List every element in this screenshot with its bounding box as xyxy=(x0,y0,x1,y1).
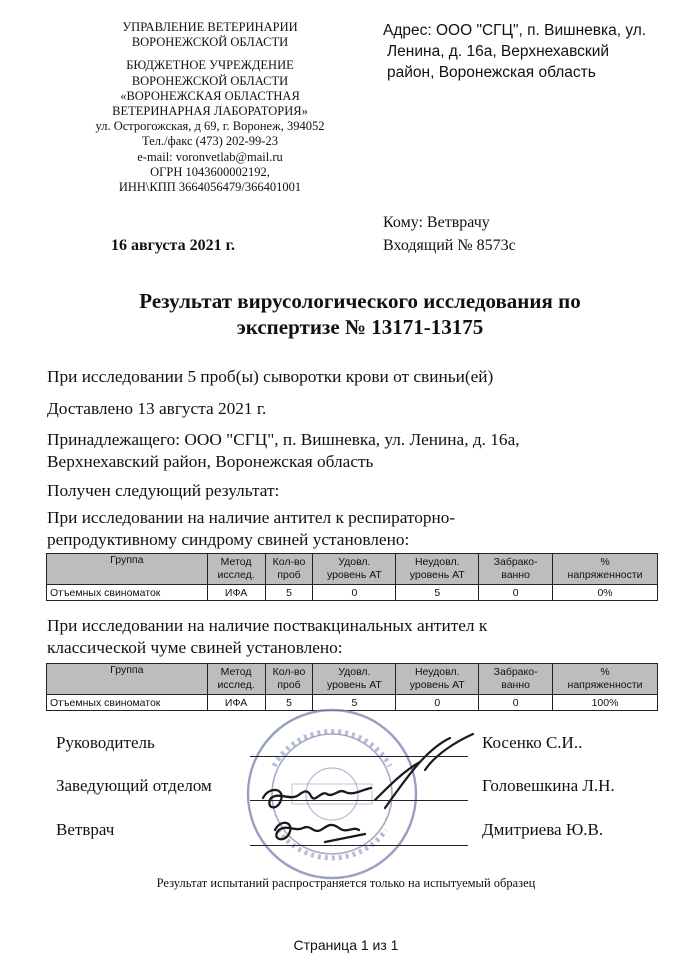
header-count: Кол-во проб xyxy=(265,554,313,585)
header-method: Метод исслед. xyxy=(207,664,265,695)
table-header-row xyxy=(47,664,658,695)
org-line-4: ВЕТЕРИНАРНАЯ ЛАБОРАТОРИЯ» xyxy=(112,104,308,119)
cell-percent: 100% xyxy=(553,695,658,711)
owner-line-1: Принадлежащего: ООО "СГЦ", п. Вишневка, ул. Ленина, д. 16а, xyxy=(47,430,520,449)
header-group: Группа xyxy=(47,664,208,695)
section1-line-1: При исследовании на наличие антител к респираторно- xyxy=(47,508,456,527)
org-email: e-mail: voronvetlab@mail.ru xyxy=(137,149,283,164)
section2-line-1: При исследовании на наличие поствакцинальных антител к xyxy=(47,616,488,635)
section1-line-2: репродуктивному синдрому свиней установлено: xyxy=(47,530,410,549)
dept-line-2: ВОРОНЕЖСКОЙ ОБЛАСТИ xyxy=(131,35,289,50)
recipient-addr-line-3: район, Воронежская область xyxy=(387,64,596,81)
cell-group: Отъемных свиноматок xyxy=(47,585,208,601)
header-unsatisfactory: Неудовл. уровень АТ xyxy=(396,554,479,585)
signer-role-head: Руководитель xyxy=(56,733,155,752)
cell-count: 5 xyxy=(265,695,313,711)
recipient-addr-line-1: Адрес: ООО "СГЦ", п. Вишневка, ул. xyxy=(383,22,647,39)
page-number: Страница 1 из 1 xyxy=(293,937,399,953)
cell-rejected: 0 xyxy=(479,585,553,601)
org-phone: Тел./факс (473) 202-99-23 xyxy=(142,134,278,149)
document-date: 16 августа 2021 г. xyxy=(111,237,236,254)
cell-method: ИФА xyxy=(207,695,265,711)
header-rejected: Забрако- ванно xyxy=(479,664,553,695)
section2-line-2: классической чуме свиней установлено: xyxy=(47,638,343,657)
cell-satisfactory: 0 xyxy=(313,585,396,601)
title-line-1: Результат вирусологического исследования по xyxy=(139,289,581,313)
recipient-address xyxy=(383,20,673,83)
signer-role-vet: Ветврач xyxy=(56,820,115,839)
signature-line-head xyxy=(250,756,468,757)
signer-name-vet: Дмитриева Ю.В. xyxy=(482,820,604,839)
document-title xyxy=(40,288,680,340)
results-table-csf xyxy=(46,663,658,711)
header-satisfactory: Удовл. уровень АТ xyxy=(313,554,396,585)
header-satisfactory: Удовл. уровень АТ xyxy=(313,664,396,695)
header-rejected: Забрако- ванно xyxy=(479,554,553,585)
table-header-row xyxy=(47,554,658,585)
cell-percent: 0% xyxy=(553,585,658,601)
header-group: Группа xyxy=(47,554,208,585)
cell-satisfactory: 5 xyxy=(313,695,396,711)
cell-group: Отъемных свиноматок xyxy=(47,695,208,711)
title-line-2: экспертизе № 13171-13175 xyxy=(236,315,484,339)
incoming-number: Входящий № 8573с xyxy=(383,237,516,254)
dept-line-1: УПРАВЛЕНИЕ ВЕТЕРИНАРИИ xyxy=(122,20,298,34)
org-inn: ИНН\КПП 3664056479/366401001 xyxy=(118,180,302,195)
header-unsatisfactory: Неудовл. уровень АТ xyxy=(396,664,479,695)
cell-count: 5 xyxy=(265,585,313,601)
handwritten-signatures xyxy=(255,730,485,860)
cell-method: ИФА xyxy=(207,585,265,601)
header-method: Метод исслед. xyxy=(207,554,265,585)
header-percent: % напряженности xyxy=(553,554,658,585)
table-row xyxy=(47,585,658,601)
owner-line-2: Верхнехавский район, Воронежская область xyxy=(47,452,374,471)
results-table-prrs xyxy=(46,553,658,601)
recipient-to: Кому: Ветврачу xyxy=(383,214,490,231)
signature-line-department xyxy=(250,800,468,801)
cell-rejected: 0 xyxy=(479,695,553,711)
signer-name-head: Косенко С.И.. xyxy=(482,733,583,752)
cell-unsatisfactory: 5 xyxy=(396,585,479,601)
recipient-addr-line-2: Ленина, д. 16а, Верхнехавский xyxy=(387,43,610,60)
org-ogrn: ОГРН 1043600002192, xyxy=(150,164,270,179)
delivered-date: Доставлено 13 августа 2021 г. xyxy=(47,399,267,418)
cell-unsatisfactory: 0 xyxy=(396,695,479,711)
signer-role-department: Заведующий отделом xyxy=(56,776,212,795)
study-samples: При исследовании 5 проб(ы) сыворотки крови от свиньи(ей) xyxy=(47,367,494,386)
org-line-3: «ВОРОНЕЖСКАЯ ОБЛАСТНАЯ xyxy=(120,88,300,103)
letterhead xyxy=(60,20,360,195)
org-line-1: БЮДЖЕТНОЕ УЧРЕЖДЕНИЕ xyxy=(126,58,294,73)
signature-line-vet xyxy=(250,845,468,846)
footnote: Результат испытаний распространяется только на испытуемый образец xyxy=(156,876,536,890)
org-address: ул. Острогожская, д 69, г. Воронеж, 394052 xyxy=(95,119,325,134)
org-line-2: ВОРОНЕЖСКОЙ ОБЛАСТИ xyxy=(131,73,289,88)
result-intro: Получен следующий результат: xyxy=(47,481,280,500)
signer-name-department: Головешкина Л.Н. xyxy=(482,776,615,795)
header-percent: % напряженности xyxy=(553,664,658,695)
header-count: Кол-во проб xyxy=(265,664,313,695)
